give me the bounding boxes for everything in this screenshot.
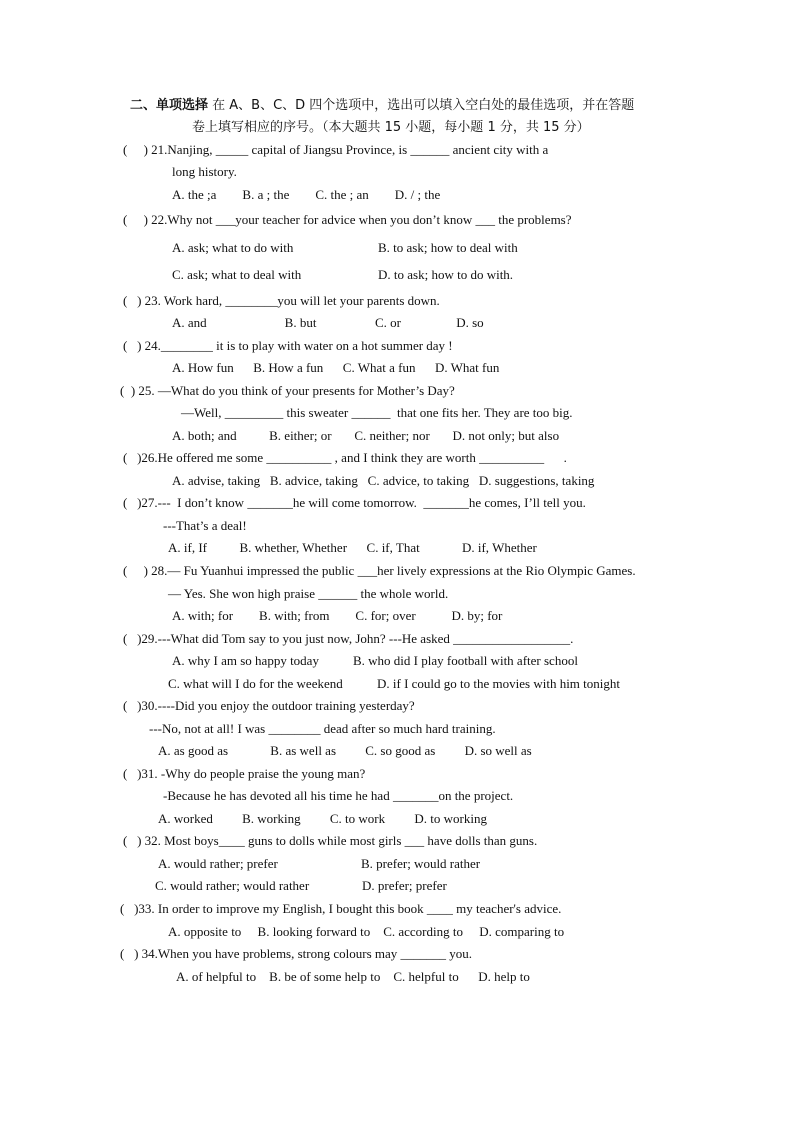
question-26: ( )26.He offered me some __________ , and I think they are worth __________ . <box>123 450 567 465</box>
question-33: ( )33. In order to improve my English, I bought this book ____ my teacher's advice. <box>120 901 562 916</box>
question-22-option-c: C. ask; what to deal with <box>172 267 302 282</box>
question-29: ( )29.---What did Tom say to you just now, John? ---He asked __________________. <box>123 631 574 646</box>
question-32-option-c: C. would rather; would rather <box>155 878 310 893</box>
question-22-option-d: D. to ask; how to do with. <box>378 267 514 282</box>
question-31-options: A. worked B. working C. to work D. to working <box>158 811 487 826</box>
question-24-options: A. How fun B. How a fun C. What a fun D. What fun <box>172 360 500 375</box>
question-22: ( ) 22.Why not ___your teacher for advice when you don’t know ___ the problems? <box>123 212 572 227</box>
question-25-options: A. both; and B. either; or C. neither; nor D. not only; but also <box>172 428 560 443</box>
question-21-cont: long history. <box>172 164 237 179</box>
question-27: ( )27.--- I don’t know _______he will come tomorrow. _______he comes, I’ll tell you. <box>123 495 586 510</box>
question-23: ( ) 23. Work hard, ________you will let your parents down. <box>123 293 440 308</box>
question-34: ( ) 34.When you have problems, strong colours may _______ you. <box>120 946 473 961</box>
question-28-options: A. with; for B. with; from C. for; over D. by; for <box>172 608 503 623</box>
question-24: ( ) 24.________ it is to play with water on a hot summer day ! <box>123 338 453 353</box>
question-29-option-b: B. who did I play football with after school <box>353 653 578 668</box>
question-22-option-a: A. ask; what to do with <box>172 240 294 255</box>
question-25-cont: —Well, _________ this sweater ______ that one fits her. They are too big. <box>181 405 573 420</box>
question-29-option-a: A. why I am so happy today <box>172 653 319 668</box>
question-28-cont: — Yes. She won high praise ______ the whole world. <box>168 586 449 601</box>
question-30-cont: ---No, not at all! I was ________ dead after so much hard training. <box>149 721 496 736</box>
question-31: ( )31. -Why do people praise the young man? <box>123 766 366 781</box>
section-title-rest: 在 A、B、C、D 四个选项中，选出可以填入空白处的最佳选项，并在答题 <box>208 98 635 113</box>
question-34-options: A. of helpful to B. be of some help to C. helpful to D. help to <box>176 969 530 984</box>
question-27-options: A. if, If B. whether, Whether C. if, That D. if, Whether <box>168 540 537 555</box>
question-27-cont: ---That’s a deal! <box>163 518 247 533</box>
question-33-options: A. opposite to B. looking forward to C. according to D. comparing to <box>168 924 565 939</box>
section-title-line2: 卷上填写相应的序号。（本大题共 15 小题，每小题 1 分，共 15 分） <box>192 120 590 135</box>
question-32-option-a: A. would rather; prefer <box>158 856 278 871</box>
question-31-cont: -Because he has devoted all his time he had _______on the project. <box>163 788 514 803</box>
question-22-option-b: B. to ask; how to deal with <box>378 240 518 255</box>
question-32-option-b: B. prefer; would rather <box>361 856 481 871</box>
section-title <box>130 98 634 114</box>
question-25: ( ) 25. —What do you think of your presents for Mother’s Day? <box>120 383 455 398</box>
question-32: ( ) 32. Most boys____ guns to dolls while most girls ___ have dolls than guns. <box>123 833 538 848</box>
question-29-option-c: C. what will I do for the weekend <box>168 676 343 691</box>
question-30-options: A. as good as B. as well as C. so good as D. so well as <box>158 743 532 758</box>
question-21: ( ) 21.Nanjing, _____ capital of Jiangsu Province, is ______ ancient city with a <box>123 142 549 157</box>
question-32-option-d: D. prefer; prefer <box>362 878 447 893</box>
question-21-options: A. the ;a B. a ; the C. the ; an D. / ; the <box>172 187 441 202</box>
section-title-bold: 二、单项选择 <box>130 98 209 113</box>
question-29-option-d: D. if I could go to the movies with him tonight <box>377 676 621 691</box>
question-23-options: A. and B. but C. or D. so <box>172 315 484 330</box>
question-30: ( )30.----Did you enjoy the outdoor training yesterday? <box>123 698 415 713</box>
question-26-options: A. advise, taking B. advice, taking C. advice, to taking D. suggestions, taking <box>172 473 595 488</box>
question-28: ( ) 28.— Fu Yuanhui impressed the public ___her lively expressions at the Rio Olympic Games. <box>123 563 636 578</box>
